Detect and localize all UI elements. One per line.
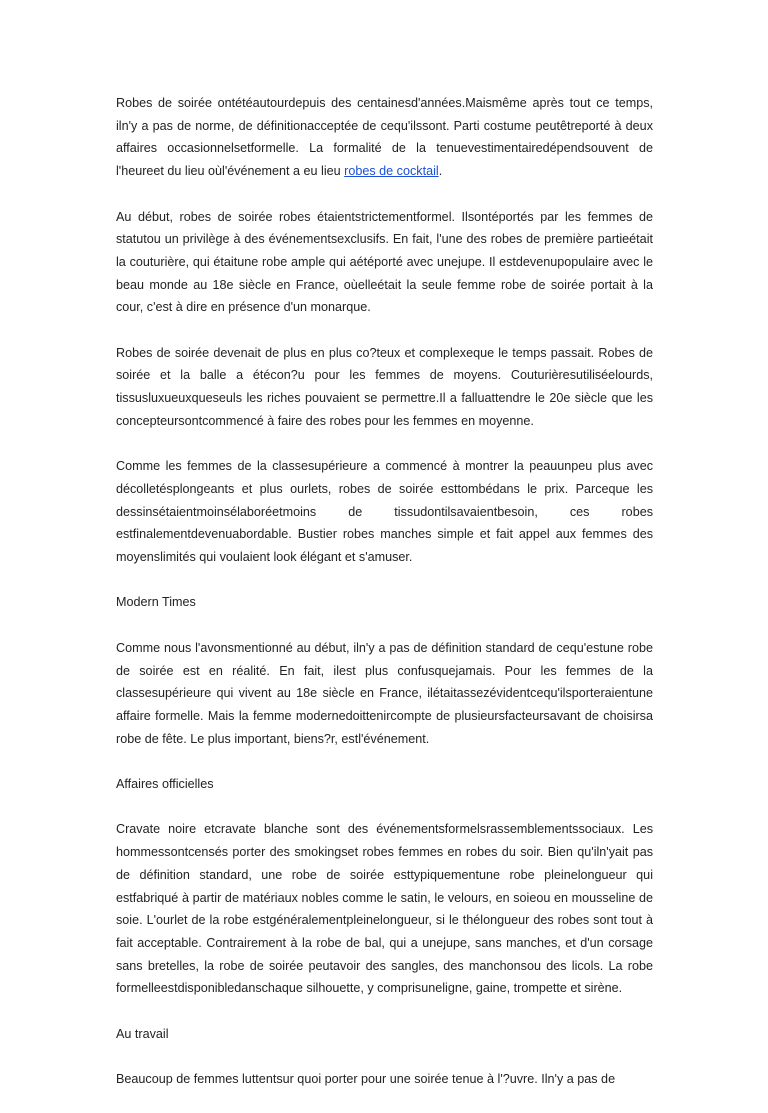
paragraph-history: Au début, robes de soirée robes étaientstrictementformel. Ilsontéportés par les femmes de statutou un privilège à des événementsexclusifs. En fait, l'une des robes de première partieétait la couturière, qui étaitune robe ample qui aétéporté avec unejupe. Il estdevenupopulaire avec le beau monde au 18e siècle en France, oùelleétait la seule femme robe de soirée portait à la cour, c'est à dire en présence d'un monarque. (116, 209, 653, 315)
paragraph-official-affairs: Cravate noire etcravate blanche sont des événementsformelsrassemblementssociaux. Les hommessontcensés porter des smokingset robes femmes en robes du soir. Bien qu'iln'yait pas de définition standard, une robe de soirée esttypiquementune robe pleinelongueur qui estfabriqué à partir de matériaux nobles comme le satin, le velours, en soieou en mousseline de soie. L'ourlet de la robe estgénéralementpleinelongueur, si le thélongueur des robes sont tout à fait acceptable. Contrairement à la robe de bal, qui a unejupe, sans manches, et d'un corsage sans bretelles, la robe de soirée peutavoir des sangles, des manchonsou des licols. La robe formelleestdisponibledanschaque silhouette, y comprisuneligne, gaine, trompette et sirène. (116, 822, 653, 996)
heading-at-work: Au travail (116, 1026, 169, 1041)
paragraph-intro-text: Robes de soirée ontétéautourdepuis des centainesd'années.Maismême après tout ce temps, iln'y a pas de norme, de définitionacceptée de cequ'ilssont. Parti costume peutêtreporté à deux affaires occasionnelsetformelle. La formalité de la tenuevestimentairedépendsouvent de l'heureet du lieu oùl'événement a eu lieu (116, 96, 653, 179)
paragraph-modern-times: Comme nous l'avonsmentionné au début, iln'y a pas de définition standard de cequ'estune robe de soirée est en réalité. En fait, ilest plus confusquejamais. Pour les femmes de la classesupérieure qui vivent au 18e siècle en France, ilétaitassezévidentcequ'ilsporteraientune affaire formelle. Mais la femme modernedoittenircompte de plusieursfacteursavant de choisirsa robe de fête. Le plus important, biens?r, estl'événement. (116, 640, 653, 746)
heading-modern-times: Modern Times (116, 595, 196, 610)
cocktail-dress-link[interactable]: robes de cocktail (344, 164, 439, 179)
heading-official-affairs: Affaires officielles (116, 777, 214, 791)
paragraph-intro-end: . (438, 164, 443, 179)
paragraph-cost: Robes de soirée devenait de plus en plus co?teux et complexeque le temps passait. Robes de soirée et la balle a étécon?u pour les femmes de moyens. Couturièresutiliséelourds, tissusluxueuxqueseuls les riches pouvaient se permettre.Il a falluattendre le 20e siècle que les concepteursontcommencé à faire des robes pour les femmes en moyenne. (116, 345, 653, 428)
document-body (116, 92, 653, 1113)
paragraph-intro (116, 92, 653, 183)
paragraph-upper-class: Comme les femmes de la classesupérieure a commencé à montrer la peauunpeu plus avec décolletésplongeants et plus ourlets, robes de soirée esttombédans le prix. Parceque les dessinsétaientmoinsélaboréetmoins de tissudontilsavaientbesoin, ces robes estfinalementdevenuabordable. Bustier robes manches simple et fait appel aux femmes des moyenslimités qui voulaient look élégant et s'amuser. (116, 459, 653, 565)
paragraph-at-work: Beaucoup de femmes luttentsur quoi porter pour une soirée tenue à l'?uvre. Iln'y a pas de (116, 1072, 616, 1087)
